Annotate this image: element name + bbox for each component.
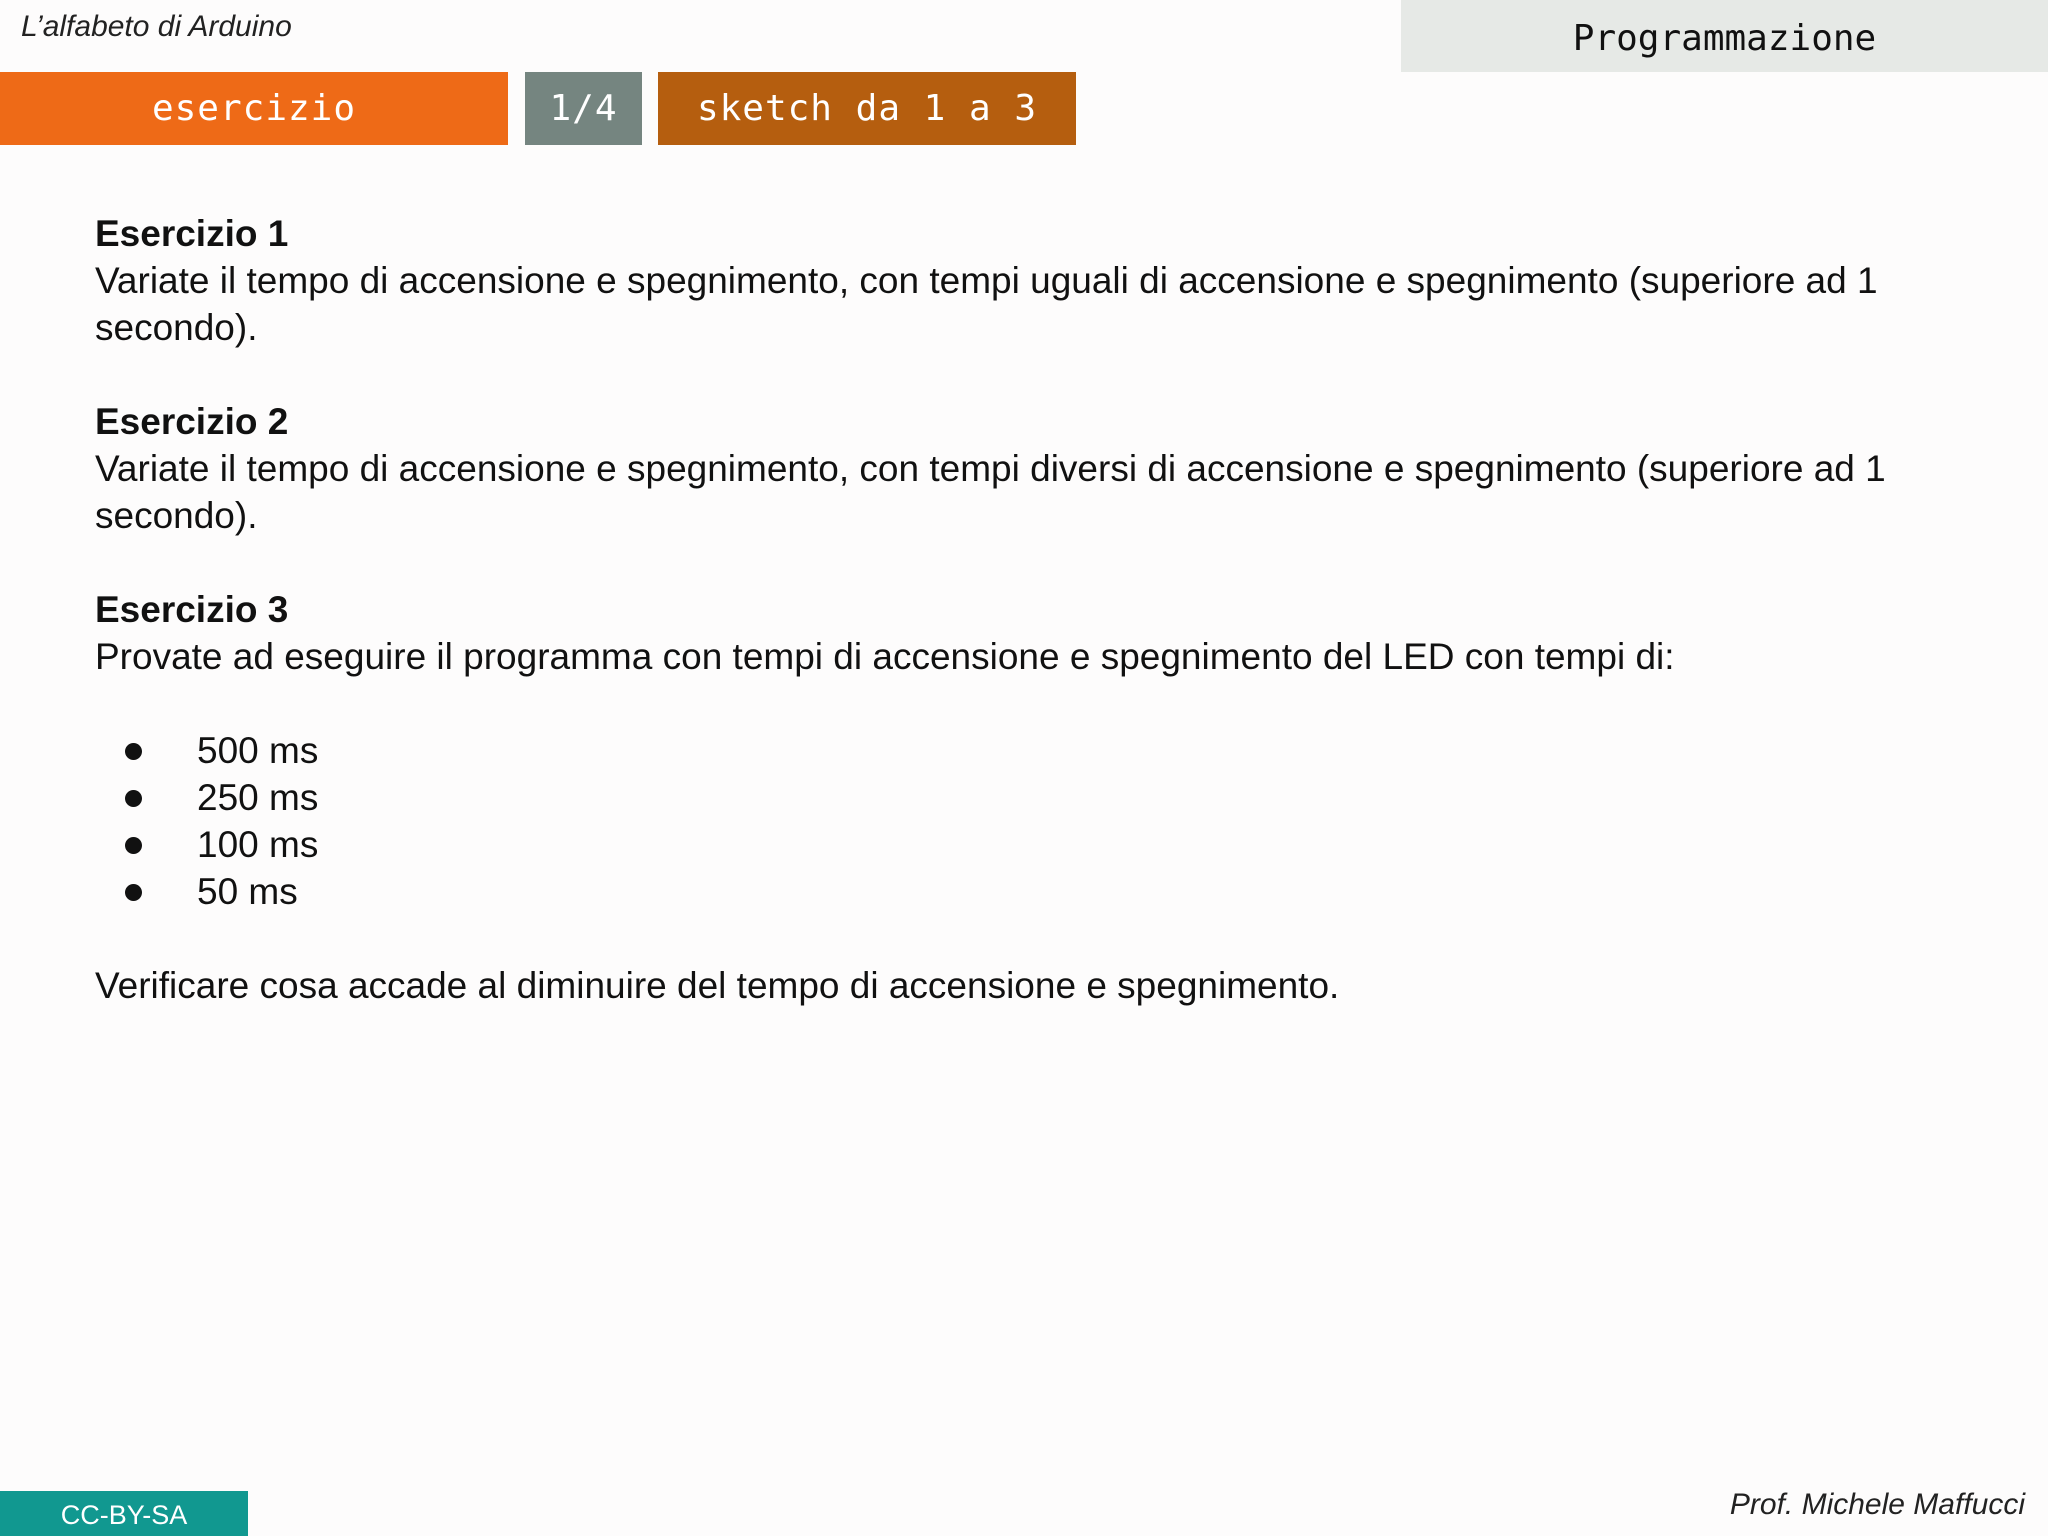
exercise-1 [95, 210, 1995, 351]
list-item-label: 250 ms [197, 777, 319, 818]
list-item-label: 100 ms [197, 824, 319, 865]
bullet-icon [125, 884, 142, 901]
exercise-2 [95, 398, 1995, 539]
conclusion-text: Verificare cosa accade al diminuire del tempo di accensione e spegnimento. [95, 965, 1340, 1006]
list-item [95, 727, 1995, 774]
exercise-text: Variate il tempo di accensione e spegnimento, con tempi diversi di accensione e spegnimento (superiore ad 1 secondo). [95, 448, 1886, 536]
topic-label: Programmazione [1401, 0, 2048, 72]
author-name: Prof. Michele Maffucci [1729, 1488, 2025, 1521]
timing-list [95, 727, 1995, 915]
bullet-icon [125, 790, 142, 807]
exercise-title: Esercizio 3 [95, 589, 289, 630]
page-counter-tag: 1/4 [525, 72, 642, 145]
list-item [95, 868, 1995, 915]
bullet-icon [125, 743, 142, 760]
bullet-icon [125, 837, 142, 854]
exercise-type-tag: esercizio [0, 72, 508, 145]
sketch-range-tag: sketch da 1 a 3 [658, 72, 1076, 145]
license-badge: CC-BY-SA [0, 1491, 248, 1536]
exercise-text: Provate ad eseguire il programma con tempi di accensione e spegnimento del LED con tempi di: [95, 636, 1675, 677]
list-item-label: 50 ms [197, 871, 298, 912]
exercise-3 [95, 586, 1995, 1009]
document-title: L’alfabeto di Arduino [21, 10, 292, 43]
list-item [95, 821, 1995, 868]
exercise-title: Esercizio 2 [95, 401, 289, 442]
exercise-text: Variate il tempo di accensione e spegnimento, con tempi uguali di accensione e spegnimento (superiore ad 1 secondo). [95, 260, 1878, 348]
list-item [95, 774, 1995, 821]
exercise-title: Esercizio 1 [95, 213, 289, 254]
list-item-label: 500 ms [197, 730, 319, 771]
main-content [95, 210, 1995, 1056]
